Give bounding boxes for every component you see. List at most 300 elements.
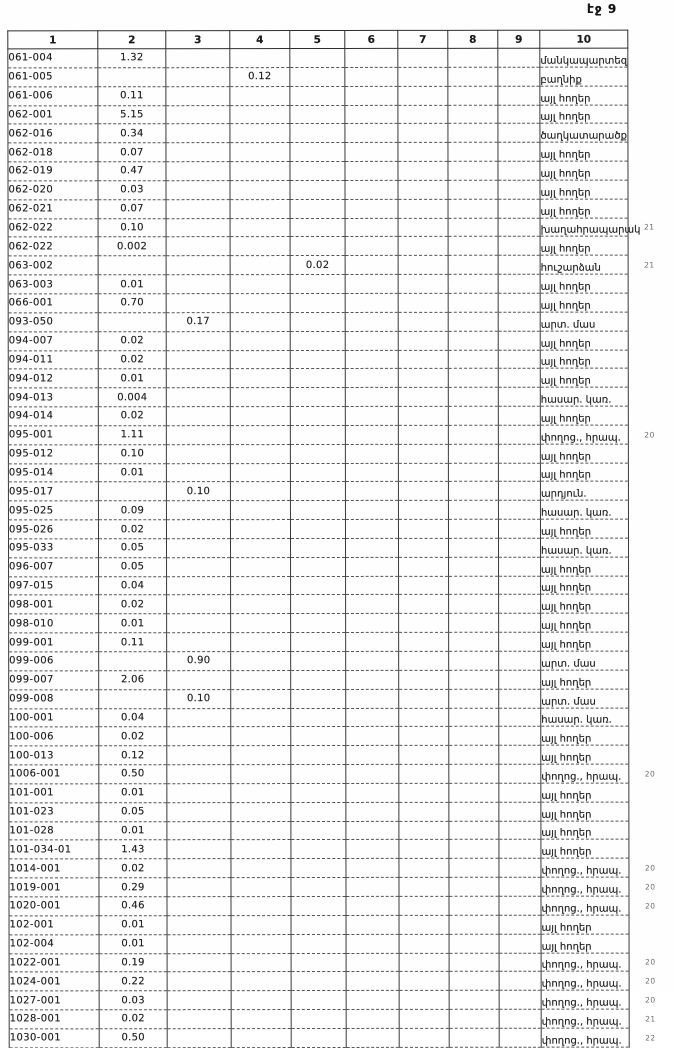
area-value-col-9	[498, 67, 540, 86]
margin-note: 20	[645, 995, 656, 1005]
area-value-col-7	[399, 934, 449, 953]
area-value-col-3	[167, 840, 231, 859]
parcel-code: 1028-001	[9, 1010, 99, 1029]
area-value-col-4	[231, 689, 291, 708]
area-value-col-6	[346, 708, 399, 727]
land-use-label: այլ հողեր	[540, 526, 592, 538]
area-value-col-6	[345, 256, 398, 275]
area-value-col-8	[449, 877, 499, 896]
area-value-col-4	[230, 199, 290, 218]
area-value-col-9	[499, 764, 541, 783]
area-value-col-2: 0.05	[99, 557, 167, 576]
area-value-col-6	[345, 293, 398, 312]
land-use-cell	[540, 218, 655, 237]
area-value-col-3	[167, 897, 231, 916]
area-value-col-3	[167, 802, 231, 821]
table-row	[9, 840, 629, 860]
parcel-code: 062-021	[8, 200, 98, 219]
table-row	[9, 953, 629, 973]
area-value-col-5	[291, 576, 346, 595]
area-value-col-3	[166, 199, 230, 218]
area-value-col-9	[499, 576, 541, 595]
parcel-code: 062-022	[8, 237, 98, 256]
area-value-col-8	[448, 350, 498, 369]
area-value-col-3	[166, 501, 230, 520]
table-row	[8, 425, 628, 445]
area-value-col-4	[231, 765, 291, 784]
land-use-label: այլ հողեր	[540, 243, 591, 255]
area-value-col-6	[345, 86, 398, 105]
table-row	[8, 237, 628, 257]
area-value-col-2: 0.07	[98, 143, 166, 162]
area-value-col-4	[230, 162, 290, 181]
table-row	[8, 331, 628, 351]
area-value-col-7	[399, 972, 449, 991]
parcel-code: 099-001	[9, 633, 99, 652]
parcel-code: 1030-001	[9, 1029, 99, 1048]
area-value-col-6	[345, 350, 398, 369]
area-value-col-9	[499, 990, 541, 1009]
area-value-col-8	[449, 990, 499, 1009]
area-value-col-2: 5.15	[98, 105, 166, 124]
land-use-cell	[540, 481, 628, 500]
land-use-cell	[540, 274, 628, 293]
area-value-col-5	[290, 275, 345, 294]
table-row	[8, 519, 628, 539]
land-use-label: այլ հողեր	[540, 149, 591, 161]
area-value-col-3	[166, 67, 230, 86]
area-value-col-4	[231, 972, 291, 991]
area-value-col-4	[231, 708, 291, 727]
area-value-col-7	[399, 708, 449, 727]
area-value-col-8	[449, 632, 499, 651]
area-value-col-8	[449, 1028, 499, 1047]
area-value-col-3	[166, 49, 230, 68]
area-value-col-3	[166, 350, 230, 369]
area-value-col-8	[448, 237, 498, 256]
parcel-code: 063-002	[8, 256, 98, 275]
area-value-col-2: 0.22	[99, 972, 167, 991]
area-value-col-2: 0.03	[99, 991, 167, 1010]
area-value-col-3	[166, 181, 230, 200]
area-value-col-5	[290, 350, 345, 369]
table-row	[9, 802, 629, 822]
area-value-col-4	[231, 821, 291, 840]
land-use-label: փողոց., հրապ.	[541, 1035, 622, 1047]
land-use-cell	[541, 840, 629, 859]
land-use-label: հասար. կառ.	[541, 545, 612, 557]
area-value-col-7	[398, 86, 448, 105]
land-use-cell	[540, 237, 628, 256]
land-use-cell	[540, 199, 628, 218]
area-value-col-3	[167, 821, 231, 840]
area-value-col-7	[399, 783, 449, 802]
land-use-cell	[541, 726, 629, 745]
table-row	[9, 708, 629, 728]
parcel-code: 094-007	[8, 331, 98, 350]
table-row	[8, 199, 628, 219]
land-use-label: այլ հողեր	[540, 111, 591, 124]
area-value-col-7	[398, 501, 448, 520]
area-value-col-7	[399, 991, 449, 1010]
table-row	[9, 651, 629, 671]
area-value-col-2: 0.02	[99, 727, 167, 746]
land-use-cell	[540, 123, 628, 142]
area-value-col-9	[499, 802, 541, 821]
area-value-col-9	[498, 425, 540, 444]
area-value-col-3	[167, 708, 231, 727]
parcel-code: 101-001	[9, 784, 99, 803]
land-use-cell	[541, 764, 656, 783]
area-value-col-4	[230, 350, 290, 369]
area-value-col-6	[346, 783, 399, 802]
parcel-code: 093-050	[8, 313, 98, 332]
area-value-col-7	[398, 143, 448, 162]
land-use-cell	[541, 877, 656, 896]
area-value-col-8	[448, 425, 498, 444]
land-use-cell	[540, 387, 628, 406]
area-value-col-4	[230, 388, 290, 407]
area-value-col-9	[499, 953, 541, 972]
area-value-col-8	[449, 727, 499, 746]
area-value-col-4	[231, 859, 291, 878]
area-value-col-4	[230, 275, 290, 294]
margin-note: 21	[645, 1014, 656, 1024]
area-value-col-6	[345, 482, 398, 501]
land-use-cell	[540, 368, 628, 387]
area-value-col-9	[498, 105, 540, 124]
area-value-col-8	[449, 840, 499, 859]
area-value-col-3	[166, 86, 230, 105]
area-value-col-4: 0.12	[230, 67, 290, 86]
area-value-col-3	[166, 294, 230, 313]
area-value-col-5	[291, 783, 346, 802]
land-use-label: այլ հողեր	[540, 281, 591, 293]
land-use-label: արտ. մաս	[541, 696, 596, 708]
area-value-col-4	[230, 538, 290, 557]
table-row	[8, 406, 628, 426]
parcel-code: 1019-001	[9, 878, 99, 897]
area-value-col-2: 1.43	[99, 840, 167, 859]
area-value-col-3: 0.10	[167, 689, 231, 708]
table-row	[8, 48, 628, 68]
area-value-col-9	[498, 463, 540, 482]
area-value-col-7	[398, 482, 448, 501]
land-use-label: այլ հողեր	[540, 206, 591, 218]
area-value-col-6	[345, 48, 398, 67]
area-value-col-8	[448, 67, 498, 86]
parcel-code: 095-025	[8, 501, 98, 520]
parcel-code: 097-015	[9, 576, 99, 595]
area-value-col-7	[398, 256, 448, 275]
area-value-col-7	[399, 953, 449, 972]
area-value-col-7	[399, 915, 449, 934]
area-value-col-9	[499, 557, 541, 576]
land-use-cell	[540, 444, 628, 463]
area-value-col-4	[230, 425, 290, 444]
area-value-col-6	[346, 670, 399, 689]
area-value-col-8	[448, 256, 498, 275]
area-value-col-2: 0.02	[98, 350, 166, 369]
land-use-cell	[540, 500, 628, 519]
area-value-col-9	[499, 689, 541, 708]
margin-note: 20	[645, 957, 656, 967]
area-value-col-6	[345, 237, 398, 256]
table-row	[8, 123, 628, 143]
area-value-col-5	[291, 595, 346, 614]
land-use-cell	[541, 651, 629, 670]
parcel-code: 098-010	[9, 614, 99, 633]
area-value-col-5	[290, 520, 345, 539]
parcel-code: 062-022	[8, 218, 98, 237]
table-row	[8, 161, 628, 181]
area-value-col-2: 0.02	[98, 520, 166, 539]
area-value-col-9	[499, 821, 541, 840]
land-use-label: այլ հողեր	[540, 187, 591, 199]
area-value-col-4	[231, 576, 291, 595]
area-value-col-9	[499, 1028, 541, 1047]
area-value-col-2: 1.11	[98, 426, 166, 445]
area-value-col-3	[166, 388, 230, 407]
table-row	[9, 726, 629, 746]
area-value-col-4	[231, 614, 291, 633]
area-value-col-2: 0.01	[99, 916, 167, 935]
land-use-label: այլ հողեր	[540, 338, 591, 350]
parcel-code: 102-001	[9, 916, 99, 935]
area-value-col-5	[291, 727, 346, 746]
area-value-col-3	[167, 859, 231, 878]
area-value-col-6	[346, 991, 399, 1010]
column-header-6: 6	[345, 30, 398, 48]
area-value-col-8	[449, 708, 499, 727]
area-value-col-6	[346, 859, 399, 878]
area-value-col-2: 0.29	[99, 878, 167, 897]
table-row	[9, 632, 629, 652]
area-value-col-3	[166, 105, 230, 124]
area-value-col-8	[449, 689, 499, 708]
parcel-code: 094-013	[8, 388, 98, 407]
land-use-label: փողոց., հրապ.	[541, 997, 622, 1009]
area-value-col-5	[291, 972, 346, 991]
table-row	[9, 689, 629, 709]
margin-note: 21	[644, 222, 655, 232]
parcel-code: 1006-001	[9, 765, 99, 784]
column-header-3: 3	[166, 31, 230, 49]
area-value-col-2: 0.02	[99, 595, 167, 614]
column-header-1: 1	[8, 31, 98, 49]
land-use-label: այլ հողեր	[541, 620, 592, 632]
area-value-col-2: 0.01	[98, 463, 166, 482]
area-value-col-9	[498, 161, 540, 180]
land-use-cell	[540, 255, 655, 274]
area-value-col-8	[448, 387, 498, 406]
area-value-col-6	[345, 369, 398, 388]
table-row	[9, 821, 629, 841]
land-use-cell	[540, 105, 628, 124]
area-value-col-8	[449, 595, 499, 614]
area-value-col-3	[167, 576, 231, 595]
area-value-col-9	[499, 934, 541, 953]
area-value-col-7	[399, 557, 449, 576]
table-row	[9, 971, 629, 991]
area-value-col-9	[498, 406, 540, 425]
area-value-col-2	[98, 256, 166, 275]
area-value-col-5	[290, 501, 345, 520]
area-value-col-6	[345, 105, 398, 124]
area-value-col-8	[449, 821, 499, 840]
land-use-label: այլ հողեր	[540, 300, 591, 312]
area-value-col-3	[167, 633, 231, 652]
area-value-col-5	[291, 1028, 346, 1047]
area-value-col-5	[291, 896, 346, 915]
area-value-col-9	[499, 858, 541, 877]
land-use-label: հասար. կառ.	[540, 394, 612, 406]
area-value-col-4	[231, 878, 291, 897]
land-use-cell	[541, 745, 629, 764]
area-value-col-2	[98, 482, 166, 501]
land-use-cell	[541, 896, 656, 915]
area-value-col-8	[448, 444, 498, 463]
area-value-col-5	[291, 1009, 346, 1028]
area-value-col-8	[449, 859, 499, 878]
area-value-col-5	[290, 67, 345, 86]
area-value-col-2: 0.03	[98, 181, 166, 200]
area-value-col-7	[398, 161, 448, 180]
area-value-col-8	[449, 651, 499, 670]
land-use-cell	[541, 576, 629, 595]
land-use-cell	[540, 538, 628, 557]
area-value-col-5	[291, 953, 346, 972]
area-value-col-7	[398, 463, 448, 482]
area-value-col-6	[346, 1028, 399, 1047]
area-value-col-9	[498, 48, 540, 67]
land-use-cell	[541, 858, 656, 877]
area-value-col-4	[231, 595, 291, 614]
area-value-col-2: 0.02	[99, 1010, 167, 1029]
area-value-col-6	[345, 501, 398, 520]
area-value-col-8	[448, 274, 498, 293]
area-value-col-5	[290, 162, 345, 181]
area-value-col-4	[231, 897, 291, 916]
table-row	[8, 293, 628, 313]
area-value-col-3	[166, 539, 230, 558]
area-value-col-9	[498, 519, 540, 538]
area-value-col-2	[98, 68, 166, 87]
area-value-col-7	[399, 1009, 449, 1028]
table-row	[9, 745, 629, 765]
margin-note: 20	[644, 882, 656, 892]
land-use-label: փողոց., հրապ.	[541, 771, 622, 783]
area-value-col-5	[291, 614, 346, 633]
area-value-col-4	[230, 256, 290, 275]
column-header-2: 2	[98, 31, 166, 49]
area-value-col-2: 0.05	[98, 539, 166, 558]
area-value-col-3	[167, 915, 231, 934]
area-value-col-2: 0.04	[99, 576, 167, 595]
area-value-col-6	[345, 143, 398, 162]
area-value-col-2: 0.11	[99, 633, 167, 652]
land-use-label: արտ. մաս	[540, 319, 596, 331]
area-value-col-4	[230, 143, 290, 162]
area-value-col-7	[398, 538, 448, 557]
parcel-code: 102-004	[9, 934, 99, 953]
table-row	[9, 877, 629, 897]
area-value-col-3	[166, 463, 230, 482]
area-value-col-6	[346, 727, 399, 746]
area-value-col-6	[346, 746, 399, 765]
land-use-label: բաղնիք	[540, 74, 582, 86]
area-value-col-2	[99, 689, 167, 708]
area-value-col-5	[291, 765, 346, 784]
parcel-code: 099-006	[9, 652, 99, 671]
parcel-code: 061-005	[8, 68, 98, 87]
area-value-col-9	[499, 783, 541, 802]
area-value-col-9	[499, 708, 541, 727]
table-row	[9, 764, 629, 784]
table-row	[8, 218, 628, 238]
area-value-col-6	[345, 331, 398, 350]
area-value-col-4	[230, 520, 290, 539]
area-value-col-2: 0.002	[98, 237, 166, 256]
area-value-col-6	[345, 67, 398, 86]
area-value-col-3	[167, 746, 231, 765]
area-value-col-6	[346, 651, 399, 670]
area-value-col-5	[290, 482, 345, 501]
area-value-col-9	[498, 387, 540, 406]
area-value-col-5	[291, 802, 346, 821]
parcel-code: 1027-001	[9, 991, 99, 1010]
area-value-col-3	[167, 1010, 231, 1029]
area-value-col-5	[291, 651, 346, 670]
land-use-cell	[540, 406, 628, 425]
land-use-cell	[541, 670, 629, 689]
area-value-col-9	[498, 86, 540, 105]
area-value-col-9	[498, 218, 540, 237]
area-value-col-8	[448, 86, 498, 105]
land-use-cell	[541, 953, 656, 972]
land-use-cell	[540, 142, 628, 161]
area-value-col-3	[166, 237, 230, 256]
parcel-code: 095-017	[8, 482, 98, 501]
parcel-code: 099-008	[9, 689, 99, 708]
area-value-col-9	[498, 331, 540, 350]
area-value-col-2: 0.70	[98, 294, 166, 313]
area-value-col-5	[290, 444, 345, 463]
area-value-col-8	[449, 764, 499, 783]
area-value-col-2: 0.11	[98, 86, 166, 105]
area-value-col-5	[291, 689, 346, 708]
area-value-col-8	[448, 105, 498, 124]
area-value-col-2: 0.01	[98, 369, 166, 388]
area-value-col-4	[231, 727, 291, 746]
area-value-col-2: 0.01	[99, 784, 167, 803]
area-value-col-3	[167, 991, 231, 1010]
area-value-col-4	[231, 1028, 291, 1047]
area-value-col-8	[449, 915, 499, 934]
area-value-col-3	[166, 218, 230, 237]
area-value-col-7	[398, 218, 448, 237]
area-value-col-8	[449, 934, 499, 953]
parcel-code: 1022-001	[9, 953, 99, 972]
parcel-code: 100-006	[9, 727, 99, 746]
area-value-col-3	[166, 124, 230, 143]
land-use-label: այլ հողեր	[541, 790, 592, 802]
area-value-col-4	[231, 633, 291, 652]
land-table-body	[8, 48, 656, 1048]
area-value-col-6	[345, 425, 398, 444]
parcel-code: 095-033	[8, 539, 98, 558]
area-value-col-6	[346, 934, 399, 953]
